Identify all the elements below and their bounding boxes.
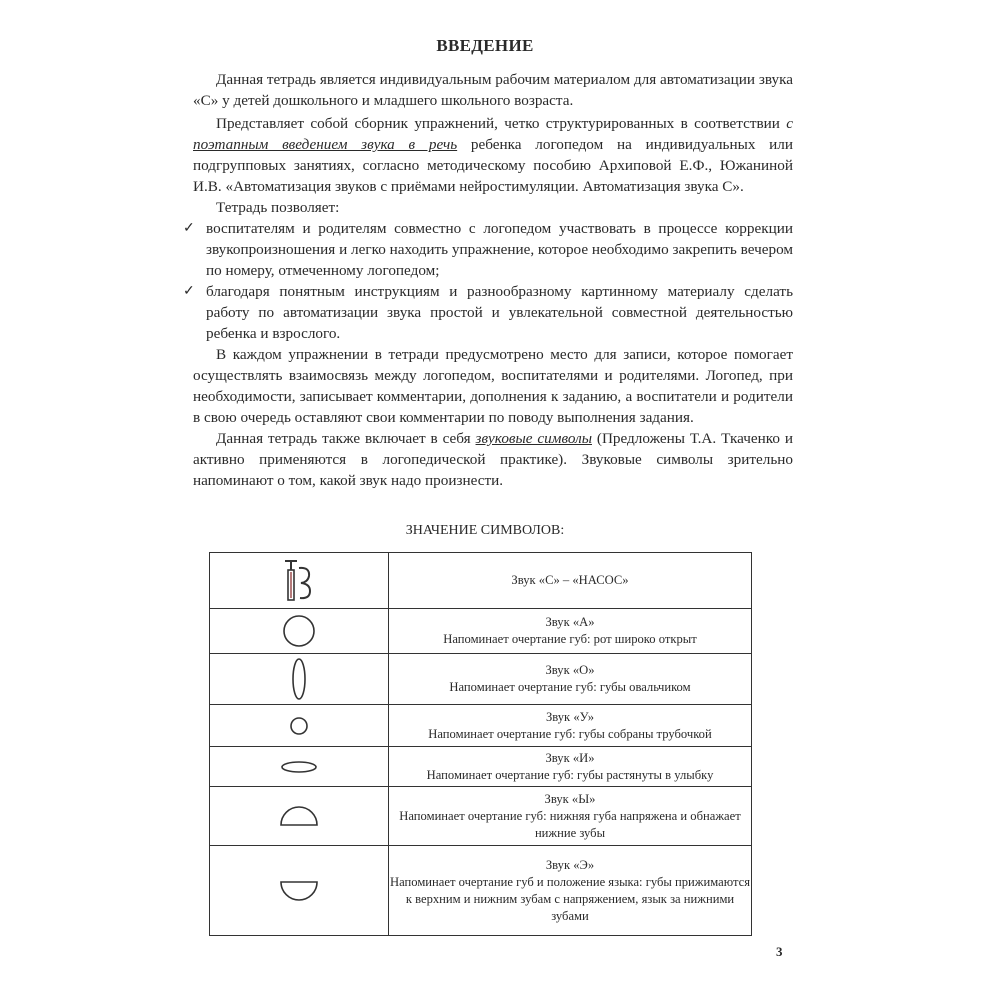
pump-icon <box>279 558 319 604</box>
symbol-desc: Звук «С» – «НАСОС» <box>389 553 752 609</box>
bowl-icon <box>277 876 321 906</box>
symbol-cell <box>210 787 389 846</box>
table-row <box>210 787 752 846</box>
circle-large-icon <box>282 614 316 648</box>
symbols-title: ЗНАЧЕНИЕ СИМВОЛОВ: <box>405 523 565 538</box>
underlined-phrase: звуковые символы <box>475 430 592 447</box>
intro-text <box>183 69 794 491</box>
symbol-desc: Звук «И» Напоминает очертание губ: губы растянуты в улыбку <box>389 747 752 787</box>
paragraph-4: В каждом упражнении в тетради предусмотрено место для записи, которое помогает осуществлять взаимосвязь между логопедом, воспитателями и родителями. Логопед, при необходимости, записывает комментарии, дополнения к заданию, а воспитатели и родители в свою очередь оставляют свои комментарии по поводу выполнения задания. <box>193 346 793 426</box>
vertical-oval-icon <box>289 656 309 702</box>
table-row <box>210 654 752 705</box>
paragraph-3: Тетрадь позволяет: <box>216 199 340 216</box>
symbol-cell <box>210 747 389 787</box>
paragraph-5: Данная тетрадь также включает в себя звуковые символы (Предложены Т.А. Ткаченко и активно применяются в логопедической практике). Звуковые символы зрительно напоминают о том, какой звук надо произнести. <box>193 430 793 489</box>
circle-small-icon <box>288 715 310 737</box>
symbol-cell <box>210 705 389 747</box>
symbol-cell <box>210 846 389 936</box>
page-title: ВВЕДЕНИЕ <box>436 36 534 55</box>
page-number: 3 <box>776 944 783 959</box>
symbols-table <box>209 552 752 936</box>
bullet-1: ✓ воспитателям и родителям совместно с логопедом участвовать в процессе коррекции звукопроизношения и легко находить упражнение, которое необходимо закрепить вечером по номеру, отмеченному логопедом; <box>183 220 793 279</box>
paragraph-1: Данная тетрадь является индивидуальным рабочим материалом для автоматизации звука «С» у детей дошкольного и младшего школьного возраста. <box>193 71 793 109</box>
symbol-desc: Звук «Ы» Напоминает очертание губ: нижняя губа напряжена и обнажает нижние зубы <box>389 787 752 846</box>
symbol-cell <box>210 553 389 609</box>
table-row <box>210 705 752 747</box>
checkmark-icon: ✓ <box>183 221 195 236</box>
table-row <box>210 609 752 654</box>
symbol-desc: Звук «О» Напоминает очертание губ: губы овальчиком <box>389 654 752 705</box>
table-row <box>210 553 752 609</box>
paragraph-2: Представляет собой сборник упражнений, четко структурированных в соответствии с поэтапным введением звука в речь ребенка логопедом на индивидуальных или подгрупповых занятиях, согласно методическому пособию Архиповой Е.Ф., Южаниной И.В. «Автоматизация звуков с приёмами нейростимуляции. Автоматизация звука С». <box>193 115 794 195</box>
underlined-phrase: поэтапным введением звука в речь <box>193 136 458 153</box>
dome-icon <box>277 801 321 831</box>
symbol-desc: Звук «А» Напоминает очертание губ: рот широко открыт <box>389 609 752 654</box>
bullet-2: ✓ благодаря понятным инструкциям и разнообразному картинному материалу сделать работу по автоматизации звука простой и увлекательной совместной деятельностью ребенка и взрослого. <box>183 283 793 342</box>
symbol-cell <box>210 609 389 654</box>
symbol-desc: Звук «У» Напоминает очертание губ: губы собраны трубочкой <box>389 705 752 747</box>
table-row <box>210 747 752 787</box>
checkmark-icon: ✓ <box>183 284 195 299</box>
table-row <box>210 846 752 936</box>
symbol-desc: Звук «Э» Напоминает очертание губ и положение языка: губы прижимаются к верхним и нижним зубам с напряжением, язык за нижними зубами <box>389 846 752 936</box>
horizontal-oval-icon <box>279 759 319 775</box>
symbol-cell <box>210 654 389 705</box>
